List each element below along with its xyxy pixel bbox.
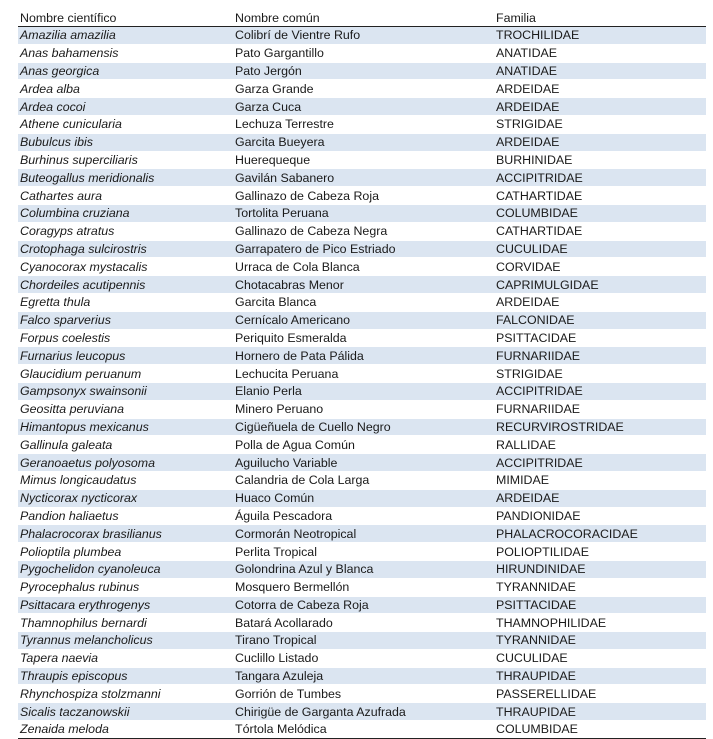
table-row [18, 543, 706, 561]
table-row [18, 400, 706, 418]
family-cell: THAMNOPHILIDAE [494, 614, 706, 632]
family-cell: ARDEIDAE [494, 293, 706, 311]
table-row [18, 507, 706, 525]
common-name-cell: Pato Gargantillo [233, 44, 494, 62]
family-cell: COLUMBIDAE [494, 721, 706, 739]
common-name-cell: Cormorán Neotropical [233, 525, 494, 543]
scientific-name-cell: Sicalis taczanowskii [18, 703, 233, 721]
scientific-name-cell: Chordeiles acutipennis [18, 276, 233, 294]
scientific-name-cell: Geositta peruviana [18, 400, 233, 418]
common-name-cell: Tortolita Peruana [233, 204, 494, 222]
common-name-cell: Gallinazo de Cabeza Roja [233, 187, 494, 205]
table-row [18, 240, 706, 258]
scientific-name-cell: Pygochelidon cyanoleuca [18, 560, 233, 578]
scientific-name-cell: Cathartes aura [18, 187, 233, 205]
species-table-container [18, 8, 706, 739]
table-row [18, 258, 706, 276]
common-name-cell: Tórtola Melódica [233, 721, 494, 739]
family-cell: TYRANNIDAE [494, 632, 706, 650]
family-cell: COLUMBIDAE [494, 204, 706, 222]
table-row [18, 596, 706, 614]
common-name-cell: Colibrí de Vientre Rufo [233, 27, 494, 45]
table-row [18, 382, 706, 400]
table-row [18, 614, 706, 632]
scientific-name-cell: Ardea alba [18, 80, 233, 98]
family-cell: FURNARIIDAE [494, 347, 706, 365]
scientific-name-cell: Zenaida meloda [18, 721, 233, 739]
scientific-name-cell: Thraupis episcopus [18, 667, 233, 685]
common-name-cell: Cotorra de Cabeza Roja [233, 596, 494, 614]
scientific-name-cell: Coragyps atratus [18, 222, 233, 240]
table-row [18, 347, 706, 365]
table-row [18, 649, 706, 667]
family-cell: FALCONIDAE [494, 311, 706, 329]
table-row [18, 329, 706, 347]
scientific-name-cell: Athene cunicularia [18, 115, 233, 133]
common-name-cell: Huerequeque [233, 151, 494, 169]
table-row [18, 204, 706, 222]
common-name-cell: Lechucita Peruana [233, 365, 494, 383]
family-cell: THRAUPIDAE [494, 703, 706, 721]
family-cell: RALLIDAE [494, 436, 706, 454]
table-row [18, 44, 706, 62]
family-cell: CUCULIDAE [494, 240, 706, 258]
table-header [18, 8, 706, 27]
family-cell: CATHARTIDAE [494, 222, 706, 240]
common-name-cell: Elanio Perla [233, 382, 494, 400]
scientific-name-cell: Egretta thula [18, 293, 233, 311]
family-cell: CAPRIMULGIDAE [494, 276, 706, 294]
common-name-cell: Chotacabras Menor [233, 276, 494, 294]
common-name-cell: Minero Peruano [233, 400, 494, 418]
common-name-cell: Cuclillo Listado [233, 649, 494, 667]
family-cell: TROCHILIDAE [494, 27, 706, 45]
table-row [18, 418, 706, 436]
scientific-name-cell: Amazilia amazilia [18, 27, 233, 45]
common-name-cell: Calandria de Cola Larga [233, 471, 494, 489]
table-row [18, 436, 706, 454]
family-cell: ACCIPITRIDAE [494, 169, 706, 187]
family-cell: CUCULIDAE [494, 649, 706, 667]
family-cell: PSITTACIDAE [494, 329, 706, 347]
common-name-cell: Garcita Blanca [233, 293, 494, 311]
scientific-name-cell: Geranoaetus polyosoma [18, 454, 233, 472]
scientific-name-cell: Falco sparverius [18, 311, 233, 329]
family-cell: BURHINIDAE [494, 151, 706, 169]
table-row [18, 293, 706, 311]
scientific-name-cell: Anas georgica [18, 62, 233, 80]
common-name-cell: Lechuza Terrestre [233, 115, 494, 133]
table-row [18, 311, 706, 329]
family-cell: STRIGIDAE [494, 115, 706, 133]
family-cell: CORVIDAE [494, 258, 706, 276]
family-cell: TYRANNIDAE [494, 578, 706, 596]
table-row [18, 187, 706, 205]
table-body [18, 27, 706, 739]
family-cell: HIRUNDINIDAE [494, 560, 706, 578]
scientific-name-cell: Glaucidium peruanum [18, 365, 233, 383]
family-cell: ARDEIDAE [494, 98, 706, 116]
scientific-name-cell: Himantopus mexicanus [18, 418, 233, 436]
common-name-cell: Cernícalo Americano [233, 311, 494, 329]
table-row [18, 667, 706, 685]
scientific-name-cell: Pyrocephalus rubinus [18, 578, 233, 596]
scientific-name-cell: Forpus coelestis [18, 329, 233, 347]
common-name-cell: Garcita Bueyera [233, 133, 494, 151]
family-cell: RECURVIROSTRIDAE [494, 418, 706, 436]
scientific-name-cell: Pandion haliaetus [18, 507, 233, 525]
scientific-name-cell: Phalacrocorax brasilianus [18, 525, 233, 543]
scientific-name-cell: Cyanocorax mystacalis [18, 258, 233, 276]
table-row [18, 454, 706, 472]
scientific-name-cell: Tapera naevia [18, 649, 233, 667]
scientific-name-cell: Crotophaga sulcirostris [18, 240, 233, 258]
table-row [18, 525, 706, 543]
table-row [18, 276, 706, 294]
common-name-cell: Gorrión de Tumbes [233, 685, 494, 703]
table-row [18, 151, 706, 169]
table-row [18, 721, 706, 739]
table-row [18, 222, 706, 240]
table-row [18, 169, 706, 187]
family-cell: STRIGIDAE [494, 365, 706, 383]
common-name-cell: Aguilucho Variable [233, 454, 494, 472]
table-row [18, 560, 706, 578]
table-row [18, 578, 706, 596]
scientific-name-cell: Buteogallus meridionalis [18, 169, 233, 187]
family-cell: ARDEIDAE [494, 489, 706, 507]
family-cell: MIMIDAE [494, 471, 706, 489]
common-name-cell: Garza Cuca [233, 98, 494, 116]
table-row [18, 471, 706, 489]
common-name-cell: Chirigüe de Garganta Azufrada [233, 703, 494, 721]
common-name-cell: Tangara Azuleja [233, 667, 494, 685]
family-cell: PSITTACIDAE [494, 596, 706, 614]
scientific-name-cell: Mimus longicaudatus [18, 471, 233, 489]
family-cell: CATHARTIDAE [494, 187, 706, 205]
family-cell: PANDIONIDAE [494, 507, 706, 525]
common-name-cell: Batará Acollarado [233, 614, 494, 632]
common-name-cell: Urraca de Cola Blanca [233, 258, 494, 276]
common-name-cell: Huaco Común [233, 489, 494, 507]
common-name-cell: Gallinazo de Cabeza Negra [233, 222, 494, 240]
table-row [18, 115, 706, 133]
common-name-cell: Tirano Tropical [233, 632, 494, 650]
scientific-name-cell: Thamnophilus bernardi [18, 614, 233, 632]
header-scientific-name: Nombre científico [18, 8, 233, 27]
scientific-name-cell: Anas bahamensis [18, 44, 233, 62]
common-name-cell: Perlita Tropical [233, 543, 494, 561]
table-row [18, 365, 706, 383]
family-cell: ARDEIDAE [494, 133, 706, 151]
family-cell: ACCIPITRIDAE [494, 454, 706, 472]
family-cell: ANATIDAE [494, 62, 706, 80]
common-name-cell: Garrapatero de Pico Estriado [233, 240, 494, 258]
table-row [18, 632, 706, 650]
common-name-cell: Golondrina Azul y Blanca [233, 560, 494, 578]
table-row [18, 62, 706, 80]
table-row [18, 133, 706, 151]
common-name-cell: Garza Grande [233, 80, 494, 98]
common-name-cell: Polla de Agua Común [233, 436, 494, 454]
table-row [18, 685, 706, 703]
table-row [18, 27, 706, 45]
scientific-name-cell: Polioptila plumbea [18, 543, 233, 561]
header-row [18, 8, 706, 27]
family-cell: PHALACROCORACIDAE [494, 525, 706, 543]
scientific-name-cell: Psittacara erythrogenys [18, 596, 233, 614]
scientific-name-cell: Gampsonyx swainsonii [18, 382, 233, 400]
family-cell: FURNARIIDAE [494, 400, 706, 418]
common-name-cell: Hornero de Pata Pálida [233, 347, 494, 365]
species-table [18, 8, 706, 739]
table-row [18, 98, 706, 116]
family-cell: PASSERELLIDAE [494, 685, 706, 703]
common-name-cell: Gavilán Sabanero [233, 169, 494, 187]
scientific-name-cell: Rhynchospiza stolzmanni [18, 685, 233, 703]
scientific-name-cell: Furnarius leucopus [18, 347, 233, 365]
common-name-cell: Pato Jergón [233, 62, 494, 80]
family-cell: ACCIPITRIDAE [494, 382, 706, 400]
family-cell: THRAUPIDAE [494, 667, 706, 685]
common-name-cell: Cigüeñuela de Cuello Negro [233, 418, 494, 436]
scientific-name-cell: Tyrannus melancholicus [18, 632, 233, 650]
common-name-cell: Águila Pescadora [233, 507, 494, 525]
scientific-name-cell: Ardea cocoi [18, 98, 233, 116]
header-common-name: Nombre común [233, 8, 494, 27]
common-name-cell: Periquito Esmeralda [233, 329, 494, 347]
table-row [18, 80, 706, 98]
scientific-name-cell: Nycticorax nycticorax [18, 489, 233, 507]
scientific-name-cell: Gallinula galeata [18, 436, 233, 454]
scientific-name-cell: Bubulcus ibis [18, 133, 233, 151]
family-cell: ARDEIDAE [494, 80, 706, 98]
family-cell: ANATIDAE [494, 44, 706, 62]
scientific-name-cell: Columbina cruziana [18, 204, 233, 222]
common-name-cell: Mosquero Bermellón [233, 578, 494, 596]
family-cell: POLIOPTILIDAE [494, 543, 706, 561]
table-row [18, 489, 706, 507]
header-family: Familia [494, 8, 706, 27]
scientific-name-cell: Burhinus superciliaris [18, 151, 233, 169]
